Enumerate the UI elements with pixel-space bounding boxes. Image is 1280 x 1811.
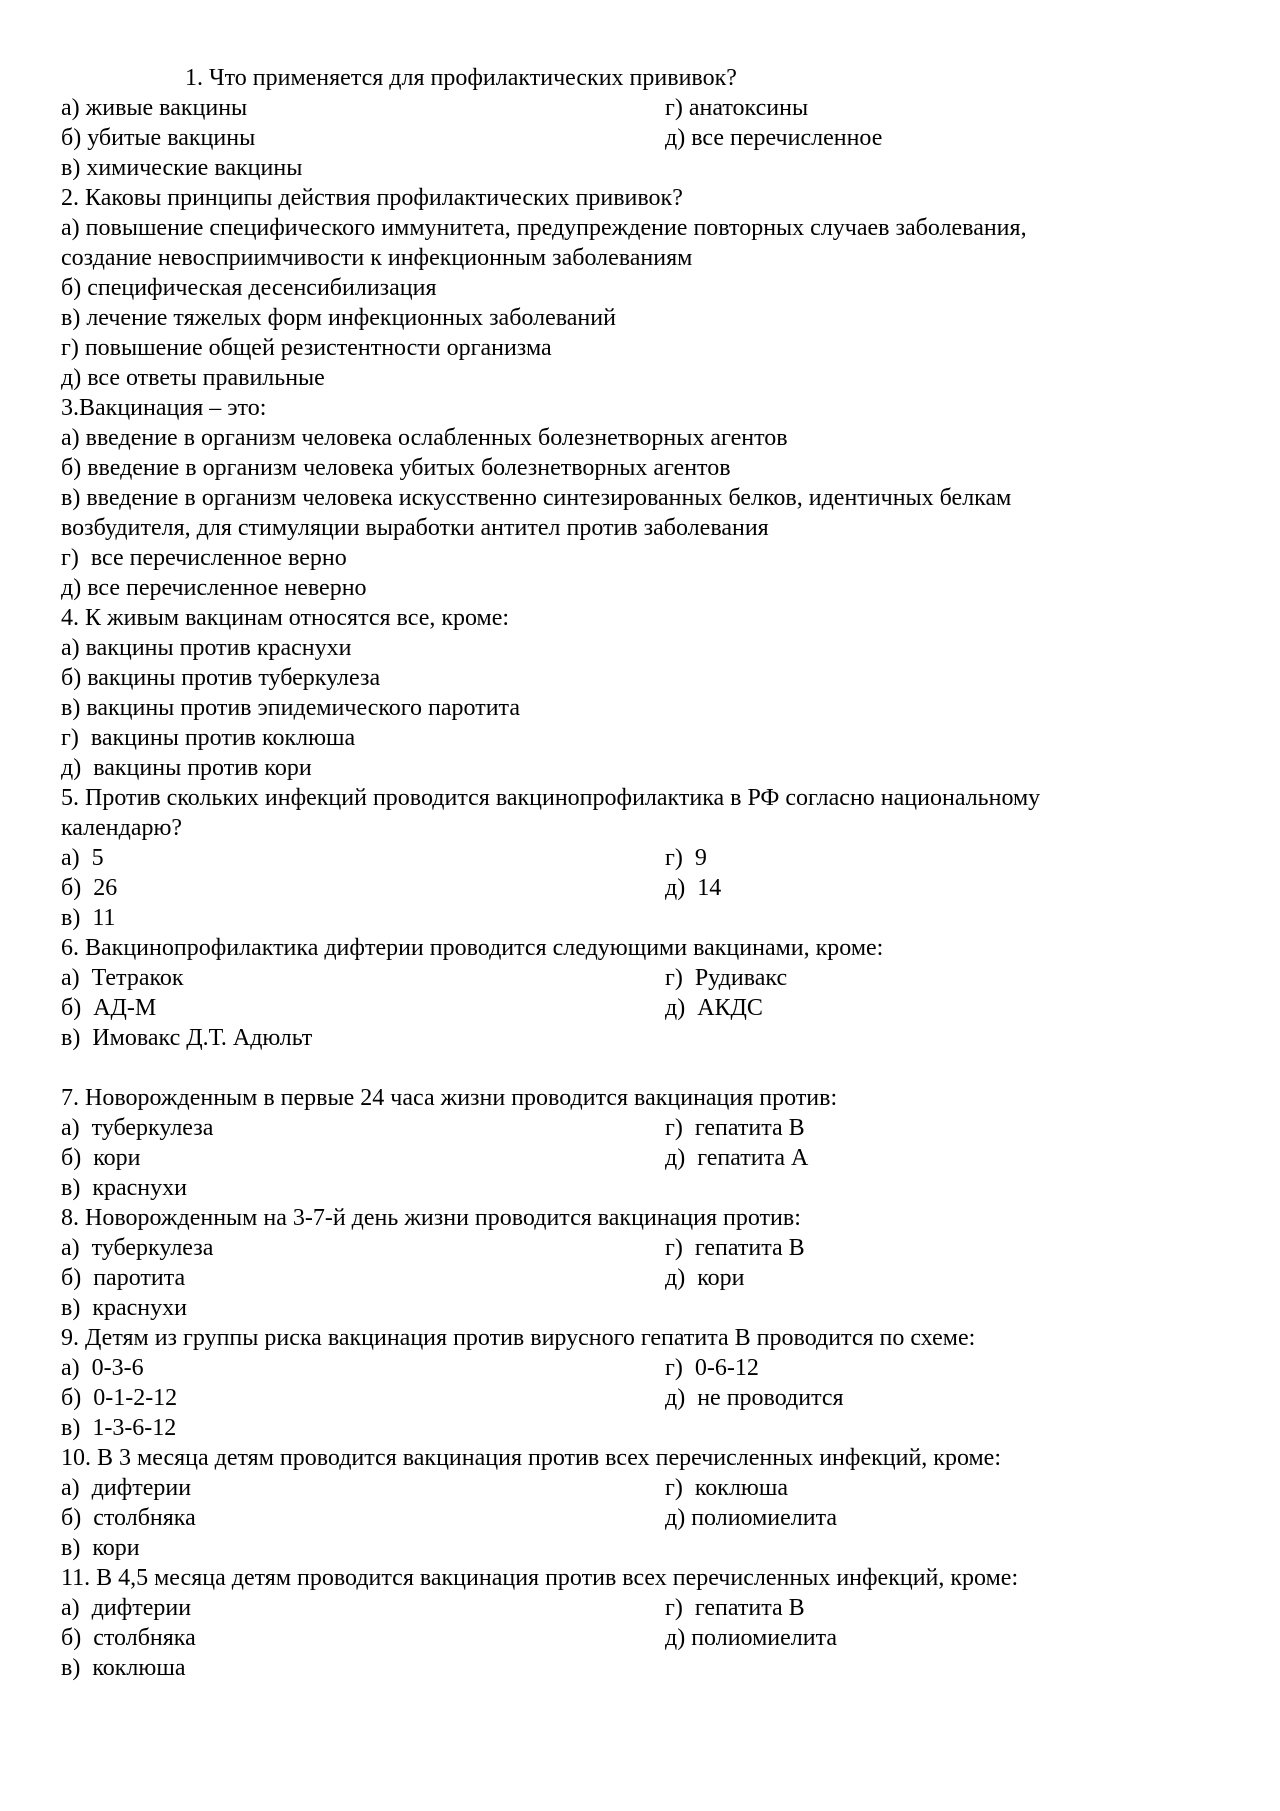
answer-g: г) гепатита В — [665, 1115, 805, 1141]
answer-d: д) все перечисленное неверно — [61, 575, 367, 601]
answer-v: в) лечение тяжелых форм инфекционных заболеваний — [61, 305, 616, 331]
answer-v: в) Имовакс Д.Т. Адюльт — [61, 1025, 313, 1051]
answer-g: г) вакцины против коклюша — [61, 725, 356, 751]
blank-line — [61, 1053, 1221, 1083]
answer-d: д) вакцины против кори — [61, 755, 312, 781]
answer-row — [61, 963, 1221, 993]
answer-a-continued: создание невосприимчивости к инфекционным заболеваниям — [61, 245, 693, 271]
question-11-title: 11. В 4,5 месяца детям проводится вакцинация против всех перечисленных инфекций, кроме: — [61, 1565, 1019, 1591]
answer-row — [61, 1353, 1221, 1383]
answer-g: г) все перечисленное верно — [61, 545, 347, 571]
answer-v: в) введение в организм человека искусственно синтезированных белков, идентичных белкам — [61, 485, 1012, 511]
answer-row — [61, 1143, 1221, 1173]
answer-b: б) паротита — [61, 1265, 186, 1291]
answer-a: а) дифтерии — [61, 1475, 192, 1501]
answer-row — [61, 1233, 1221, 1263]
answer-a: а) повышение специфического иммунитета, предупреждение повторных случаев заболевания, — [61, 215, 1027, 241]
answer-g: г) повышение общей резистентности организма — [61, 335, 552, 361]
answer-a: а) 0-3-6 — [61, 1355, 144, 1381]
answer-row — [61, 1113, 1221, 1143]
question-2-title: 2. Каковы принципы действия профилактических прививок? — [61, 185, 683, 211]
answer-d: д) не проводится — [665, 1385, 844, 1411]
answer-row — [61, 993, 1221, 1023]
question-8-title: 8. Новорожденным на 3-7-й день жизни проводится вакцинация против: — [61, 1205, 801, 1231]
answer-a: а) живые вакцины — [61, 95, 248, 121]
answer-row — [61, 1503, 1221, 1533]
answer-g: г) 9 — [665, 845, 707, 871]
answer-d: д) кори — [665, 1265, 745, 1291]
question-4-title: 4. К живым вакцинам относятся все, кроме: — [61, 605, 510, 631]
question-10-title: 10. В 3 месяца детям проводится вакцинация против всех перечисленных инфекций, кроме: — [61, 1445, 1001, 1471]
answer-a: а) туберкулеза — [61, 1235, 214, 1261]
answer-a: а) туберкулеза — [61, 1115, 214, 1141]
answer-g: г) гепатита В — [665, 1235, 805, 1261]
answer-g: г) анатоксины — [665, 95, 809, 121]
answer-row — [61, 843, 1221, 873]
answer-a: а) введение в организм человека ослабленных болезнетворных агентов — [61, 425, 788, 451]
answer-v: в) кори — [61, 1535, 140, 1561]
quiz-body — [61, 63, 1221, 1683]
question-1-title: 1. Что применяется для профилактических прививок? — [185, 65, 737, 91]
question-5-title-continued: календарю? — [61, 815, 183, 841]
question-7-title: 7. Новорожденным в первые 24 часа жизни проводится вакцинация против: — [61, 1085, 838, 1111]
answer-d: д) полиомиелита — [665, 1625, 838, 1651]
answer-b: б) АД-М — [61, 995, 157, 1021]
answer-v: в) 11 — [61, 905, 116, 931]
answer-row — [61, 1593, 1221, 1623]
answer-b: б) кори — [61, 1145, 141, 1171]
answer-b: б) введение в организм человека убитых болезнетворных агентов — [61, 455, 731, 481]
answer-v-continued: возбудителя, для стимуляции выработки антител против заболевания — [61, 515, 769, 541]
answer-a: а) Тетракок — [61, 965, 184, 991]
answer-b: б) вакцины против туберкулеза — [61, 665, 381, 691]
answer-a: а) 5 — [61, 845, 104, 871]
answer-a: а) вакцины против краснухи — [61, 635, 352, 661]
question-6-title: 6. Вакцинопрофилактика дифтерии проводится следующими вакцинами, кроме: — [61, 935, 884, 961]
answer-d: д) АКДС — [665, 995, 763, 1021]
answer-b: б) специфическая десенсибилизация — [61, 275, 437, 301]
answer-g: г) гепатита В — [665, 1595, 805, 1621]
answer-b: б) убитые вакцины — [61, 125, 256, 151]
answer-d: д) 14 — [665, 875, 722, 901]
answer-row — [61, 1623, 1221, 1653]
answer-row — [61, 1383, 1221, 1413]
answer-row — [61, 93, 1221, 123]
answer-v: в) коклюша — [61, 1655, 186, 1681]
answer-d: д) полиомиелита — [665, 1505, 838, 1531]
question-3-title: 3.Вакцинация – это: — [61, 395, 267, 421]
question-9-title: 9. Детям из группы риска вакцинация против вирусного гепатита В проводится по схеме: — [61, 1325, 976, 1351]
answer-g: г) коклюша — [665, 1475, 788, 1501]
answer-v: в) 1-3-6-12 — [61, 1415, 177, 1441]
answer-b: б) 0-1-2-12 — [61, 1385, 178, 1411]
answer-v: в) краснухи — [61, 1295, 187, 1321]
answer-a: а) дифтерии — [61, 1595, 192, 1621]
answer-b: б) столбняка — [61, 1505, 196, 1531]
answer-g: г) 0-6-12 — [665, 1355, 759, 1381]
answer-b: б) 26 — [61, 875, 118, 901]
answer-row — [61, 123, 1221, 153]
answer-d: д) все ответы правильные — [61, 365, 325, 391]
answer-g: г) Рудивакс — [665, 965, 788, 991]
answer-d: д) гепатита А — [665, 1145, 809, 1171]
answer-row — [61, 1473, 1221, 1503]
answer-b: б) столбняка — [61, 1625, 196, 1651]
answer-d: д) все перечисленное — [665, 125, 883, 151]
answer-row — [61, 1263, 1221, 1293]
question-5-title: 5. Против скольких инфекций проводится вакцинопрофилактика в РФ согласно национальному — [61, 785, 1041, 811]
answer-v: в) химические вакцины — [61, 155, 303, 181]
answer-v: в) вакцины против эпидемического паротита — [61, 695, 520, 721]
answer-v: в) краснухи — [61, 1175, 187, 1201]
answer-row — [61, 873, 1221, 903]
